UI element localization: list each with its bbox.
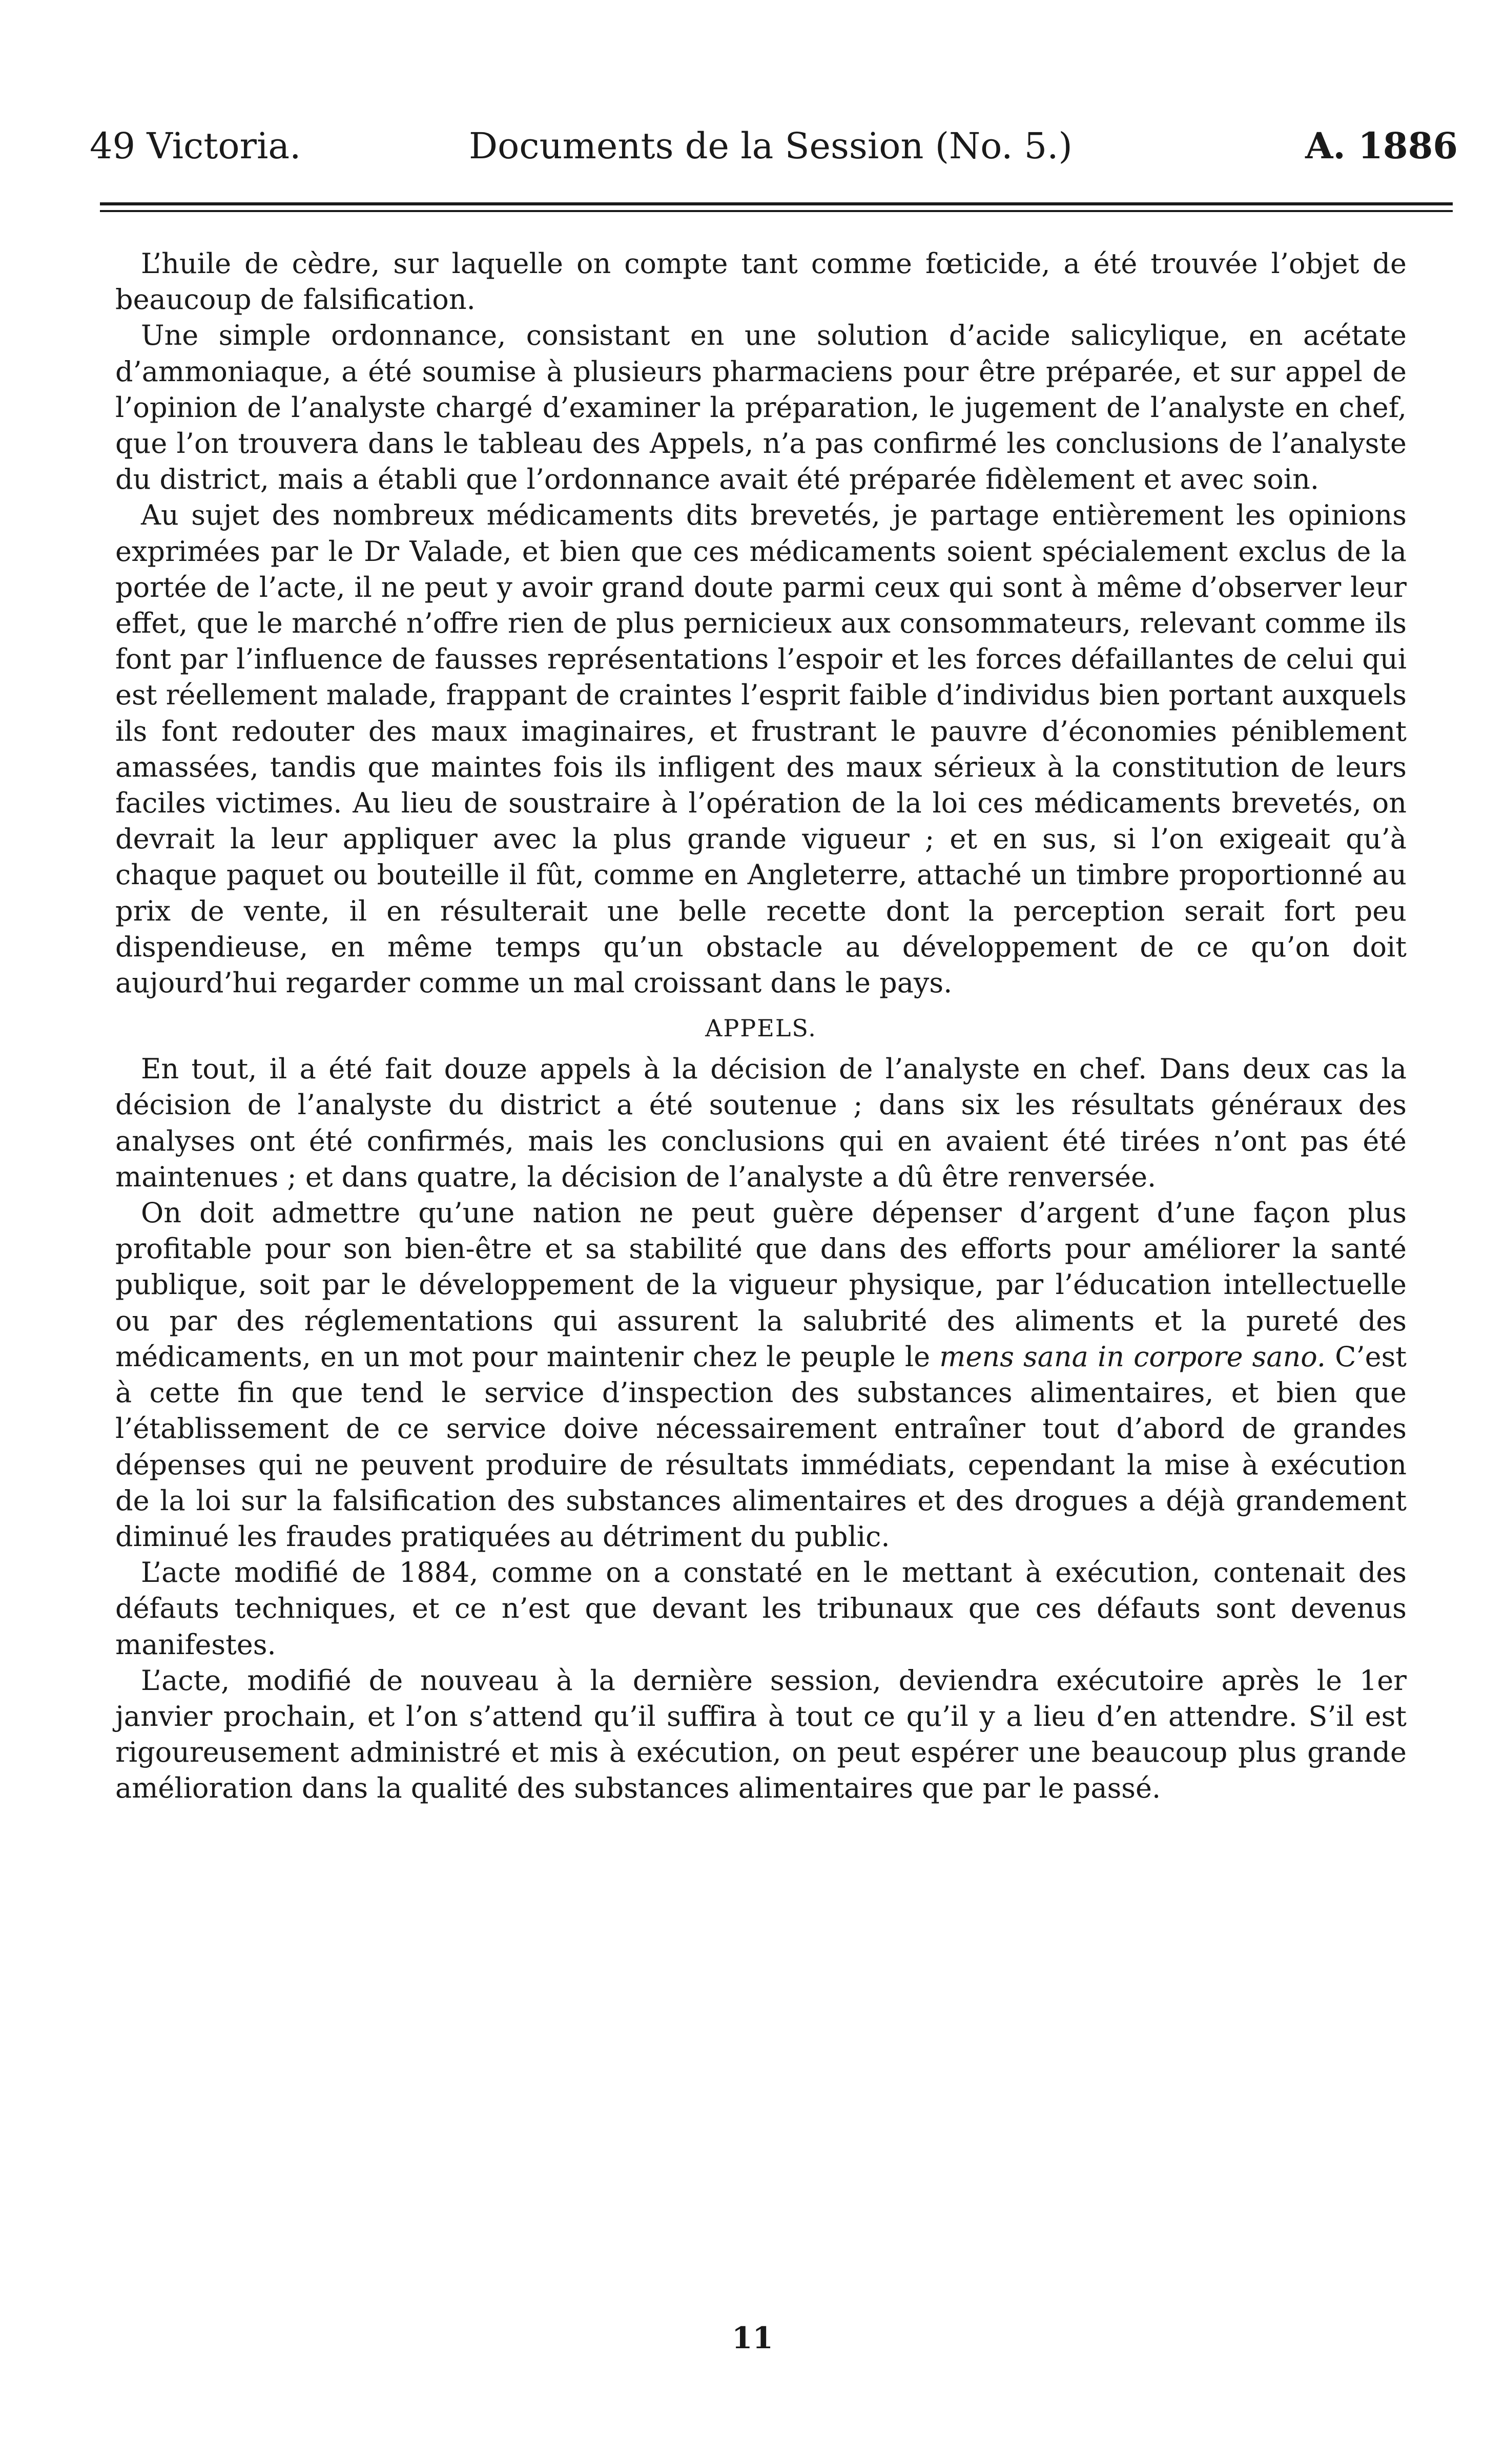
nation-text-start: On doit admettre qu’une nation ne peut guère dépenser d’argent d’une façon plus profitable pour son bien-être et sa stabilité que dans des efforts pour améliorer la santé publique, soit par le développement de la vigueur physique, par l’éducation intellectuelle ou par des réglementations qui assurent la salubrité des aliments et la pureté des médicaments, en un mot pour maintenir chez le peuple le [115,1197,1407,1373]
paragraph-acte-nouveau: L’acte, modifié de nouveau à la dernière session, deviendra exécutoire après le 1er janvier prochain, et l’on s’attend qu’il suffira à tout ce qu’il y a lieu d’en attendre. S’il est rigoureusement administré et mis à exécution, on peut espérer une beaucoup plus grande amélioration dans la qualité des substances alimentaires que par le passé. [115,1664,1407,1805]
paragraph-ordonnance: Une simple ordonnance, consistant en une solution d’acide salicylique, en acétate d’ammoniaque, a été soumise à plusieurs pharmaciens pour être préparée, et sur appel de l’opinion de l’analyste chargé d’examiner la préparation, le jugement de l’analyste en chef, que l’on trouvera dans le tableau des Appels, n’a pas confirmé les conclusions de l’analyste du district, mais a établi que l’ordonnance avait été préparée fidèlement et avec soin. [115,319,1407,496]
header-right: A. 1886 [1305,124,1458,167]
header-left: 49 Victoria. [90,125,301,167]
body-text [115,246,1407,1807]
header-rule-thin [100,210,1453,212]
paragraph-medicaments: Au sujet des nombreux médicaments dits brevetés, je partage entièrement les opinions exprimées par le Dr Valade, et bien que ces médicaments soient spécialement exclus de la portée de l’acte, il ne peut y avoir grand doute parmi ceux qui sont à même d’observer leur effet, que le marché n’offre rien de plus pernicieux aux consommateurs, relevant comme ils font par l’influence de fausses représentations l’espoir et les forces défaillantes de celui qui est réellement malade, frappant de craintes l’esprit faible d’individus bien portant auxquels ils font redouter des maux imaginaires, et frustrant le pauvre d’économies péniblement amassées, tandis que maintes fois ils infligent des maux sérieux à la constitution de leurs faciles victimes. Au lieu de soustraire à l’opération de la loi ces médicaments brevetés, on devrait la leur appliquer avec la plus grande vigueur ; et en sus, si l’on exigeait qu’à chaque paquet ou bouteille il fût, comme en Angleterre, attaché un timbre proportionné au prix de vente, il en résulterait une belle recette dont la perception serait fort peu dispendieuse, en même temps qu’un obstacle au développement de ce qu’on doit aujourd’hui regarder comme un mal croissant dans le pays. [115,499,1407,999]
nation-text-end: C’est à cette fin que tend le service d’inspection des substances alimentaires, et bien que l’établissement de ce service doive nécessairement entraîner tout d’abord de grandes dépenses qui ne peuvent produire de résultats immédiats, cependant la mise à exécution de la loi sur la falsification des substances alimentaires et des drogues a déjà grandement diminué les fraudes pratiquées au détriment du public. [115,1340,1407,1553]
section-heading-appels: APPELS. [705,1014,817,1042]
paragraph-cedre: L’huile de cèdre, sur laquelle on compte tant comme fœticide, a été trouvée l’objet de beaucoup de falsification. [115,247,1407,316]
page-number: 11 [732,2321,773,2355]
header-center: Documents de la Session (No. 5.) [469,125,1073,167]
paragraph-acte-1884: L’acte modifié de 1884, comme on a constaté en le mettant à exécution, contenait des défauts techniques, et ce n’est que devant les tribunaux que ces défauts sont devenus manifestes. [115,1556,1407,1661]
paragraph-appels: En tout, il a été fait douze appels à la décision de l’analyste en chef. Dans deux cas la décision de l’analyste du district a été soutenue ; dans six les résultats généraux des analyses ont été confirmés, mais les conclusions qui en avaient été tirées n’ont pas été maintenues ; et dans quatre, la décision de l’analyste a dû être renversée. [115,1053,1407,1193]
latin-phrase: mens sana in corpore sano. [939,1340,1326,1373]
paragraph-nation [115,1195,1407,1555]
header-rule-thick [100,202,1453,205]
page-header [90,123,1458,169]
